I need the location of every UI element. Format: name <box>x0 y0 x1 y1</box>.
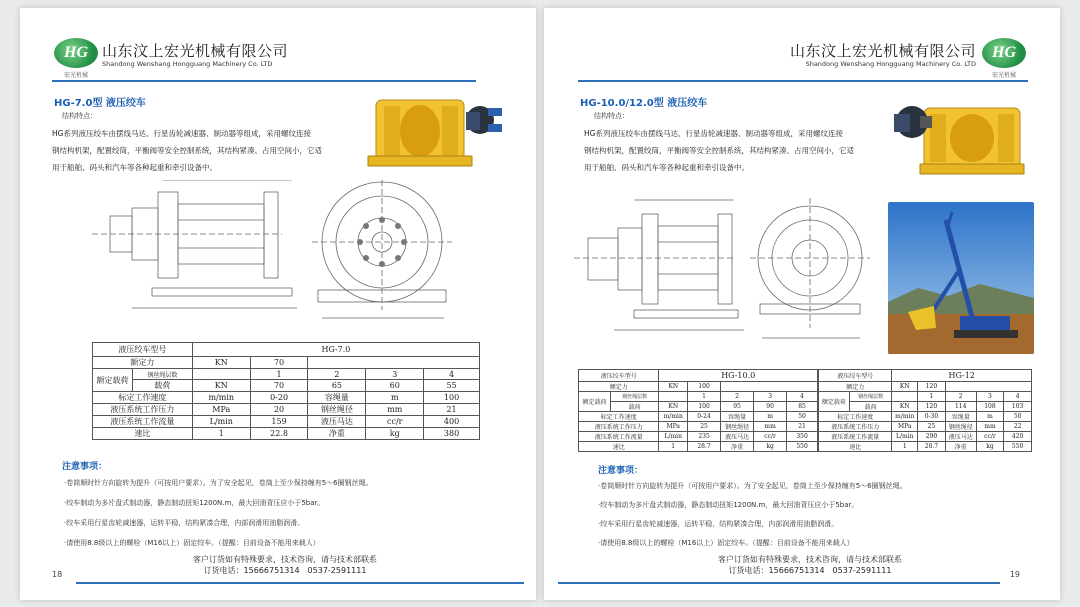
company-logo: HG <box>54 38 98 68</box>
rope-layer-label: 钢丝绳层数 <box>610 392 658 402</box>
page-number: 18 <box>52 570 63 579</box>
load-cell: 120 <box>918 402 946 412</box>
table-row: 液压系统工作压力 MPa 20 钢丝绳径 mm 21 <box>93 404 480 416</box>
model-title: HG-7.0型 液压绞车 <box>54 98 146 109</box>
table-row: 速比 1 28.7 净重 kg 550 <box>579 442 818 452</box>
page-header <box>564 34 1040 78</box>
rated-load-label: 额定载荷 <box>93 369 133 392</box>
product-description: HG系列液压绞车由摆线马达、行星齿轮减速器、制动器等组成，采用螺纹连接 钢结构机架，配置绞筒，平衡阀等安全控制系统，其结构紧凑、占用空间小，它适 用于船舶、码头和汽车等各种起重和牵引设备中。 <box>584 129 854 172</box>
load-label: 载荷 <box>610 402 658 412</box>
note-item: ·绞车制动为多片盘式制动器，静态制动扭矩1200N.m，最大回油背压应小于5bar。 <box>598 501 859 509</box>
winch-photo <box>362 86 512 176</box>
table-title-label: 液压绞车型号 <box>93 343 193 357</box>
rated-force-unit: KN <box>659 382 688 392</box>
rated-force-label: 额定力 <box>579 382 659 392</box>
company-name-en: Shandong Wenshang Hongguang Machinery Co. LTD <box>805 60 976 68</box>
page-header <box>40 34 516 78</box>
logo-subtitle: 宏光机械 <box>991 72 1016 79</box>
table-title-value: HG-7.0 <box>192 343 479 357</box>
note-item: ·卷筒顺时针方向旋转为提升（可按用户要求）。为了安全起见，卷筒上至少保持缠有5～6圈钢丝绳。 <box>598 482 907 490</box>
layer-cell: 3 <box>754 392 787 402</box>
table-row: 标定工作速度 m/min 0-20 容绳量 m 100 <box>93 392 480 404</box>
table-row: 速比 1 28.7 净重 kg 550 <box>819 442 1032 452</box>
load-cell: 60 <box>366 380 424 392</box>
table-title-value: HG-12 <box>892 370 1032 382</box>
layer-cell: 2 <box>721 392 754 402</box>
table-row: 液压系统工作流量 L/min 159 液压马达 cc/r 400 <box>93 416 480 428</box>
catalog-page-right <box>544 8 1060 600</box>
load-unit: KN <box>659 402 688 412</box>
layer-cell: 1 <box>688 392 721 402</box>
rated-force-value: 100 <box>688 382 721 392</box>
header-divider <box>52 80 476 82</box>
company-name-cn: 山东汶上宏光机械有限公司 <box>102 42 289 60</box>
load-cell: 108 <box>976 402 1004 412</box>
catalog-page-left <box>20 8 536 600</box>
rated-load-label: 额定载荷 <box>579 392 611 412</box>
rope-layer-label: 钢丝绳层数 <box>132 369 192 380</box>
rated-load-label: 额定载荷 <box>819 392 850 412</box>
rope-layer-label: 钢丝绳层数 <box>849 392 892 402</box>
note-item: ·请使用8.8级以上的螺栓（M16以上）固定绞车。（提醒：目前设备不能用来载人） <box>64 539 320 547</box>
table-row: 标定工作速度 m/min 0-24 容绳量 m 50 <box>579 412 818 422</box>
load-cell: 95 <box>721 402 754 412</box>
rated-force-value: 70 <box>250 357 308 369</box>
load-cell: 70 <box>250 380 308 392</box>
footer-divider <box>558 582 1000 584</box>
table-row: 液压系统工作流量 L/min 235 液压马达 cc/r 350 <box>579 432 818 442</box>
company-name-cn: 山东汶上宏光机械有限公司 <box>789 42 976 60</box>
load-cell: 100 <box>688 402 721 412</box>
load-cell: 65 <box>308 380 366 392</box>
note-item: ·绞车采用行星齿轮减速器，运转平稳，结构紧凑合理，内部润滑用油脂润滑。 <box>64 519 305 527</box>
model-title: HG-10.0/12.0型 液压绞车 <box>580 98 708 109</box>
layer-cell: 2 <box>945 392 976 402</box>
page-number: 19 <box>1009 570 1020 579</box>
load-cell: 55 <box>424 380 480 392</box>
footer-divider <box>76 582 524 584</box>
note-item: ·绞车采用行星齿轮减速器，运转平稳，结构紧凑合理，内部润滑用油脂润滑。 <box>598 520 839 528</box>
load-label: 载荷 <box>132 380 192 392</box>
layer-cell: 1 <box>918 392 946 402</box>
note-item: ·请使用8.8级以上的螺栓（M16以上）固定绞车。（提醒：目前设备不能用来载人） <box>598 539 854 547</box>
structure-label: 结构特点： <box>62 112 97 120</box>
rated-force-unit: KN <box>192 357 250 369</box>
winch-photo <box>884 90 1034 182</box>
product-description: HG系列液压绞车由摆线马达、行星齿轮减速器、制动器等组成，采用螺纹连接 钢结构机架，配置绞筒，平衡阀等安全控制系统，其结构紧凑、占用空间小，它适 用于船舶、码头和汽车等各种起重和牵引设备中。 <box>52 129 322 172</box>
load-cell: 114 <box>945 402 976 412</box>
load-cell: 103 <box>1004 402 1032 412</box>
layer-cell: 4 <box>1004 392 1032 402</box>
note-item: ·卷筒顺时针方向旋转为提升（可按用户要求）。为了安全起见，卷筒上至少保持缠有5～6圈钢丝绳。 <box>64 479 373 487</box>
rated-force-value: 120 <box>918 382 946 392</box>
table-row: 液压系统工作压力 MPa 25 钢丝绳径 mm 22 <box>819 422 1032 432</box>
load-unit: KN <box>192 380 250 392</box>
load-cell: 85 <box>787 402 818 412</box>
table-title-label: 液压绞车型号 <box>579 370 659 382</box>
spec-table-hg10 <box>578 369 818 452</box>
table-title-value: HG-10.0 <box>659 370 818 382</box>
layer-cell: 1 <box>250 369 308 380</box>
note-item: ·绞车制动为多片盘式制动器，静态制动扭矩1200N.m，最大回油背压应小于5bar。 <box>64 499 325 507</box>
winch-engineering-drawing <box>92 180 482 330</box>
spec-table-hg7 <box>92 342 480 440</box>
layer-cell: 3 <box>366 369 424 380</box>
rated-force-label: 额定力 <box>93 357 193 369</box>
layer-cell: 4 <box>787 392 818 402</box>
drilling-rig-photo <box>888 202 1034 354</box>
notes-title: 注意事项： <box>598 466 644 476</box>
company-logo: HG <box>982 38 1026 68</box>
layer-cell: 2 <box>308 369 366 380</box>
load-cell: 90 <box>754 402 787 412</box>
company-name-en: Shandong Wenshang Hongguang Machinery Co. LTD <box>102 60 273 68</box>
header-divider <box>578 80 1028 82</box>
load-unit: KN <box>892 402 918 412</box>
layer-cell: 4 <box>424 369 480 380</box>
table-title-label: 液压绞车型号 <box>819 370 892 382</box>
table-row: 速比 1 22.8 净重 kg 380 <box>93 428 480 440</box>
table-row: 液压系统工作压力 MPa 25 钢丝绳径 mm 21 <box>579 422 818 432</box>
contact-info: 客户订货如有特殊要求，技术咨询，请与技术部联系 订货电话：15666751314 0537-2591111 <box>718 555 902 575</box>
rated-force-label: 额定力 <box>819 382 892 392</box>
rated-force-unit: KN <box>892 382 918 392</box>
table-row: 标定工作速度 m/min 0-30 容绳量 m 50 <box>819 412 1032 422</box>
winch-engineering-drawing <box>574 192 874 344</box>
logo-subtitle: 宏光机械 <box>63 72 88 79</box>
structure-label: 结构特点： <box>594 112 629 120</box>
contact-info: 客户订货如有特殊要求，技术咨询，请与技术部联系 订货电话：15666751314 0537-2591111 <box>193 555 377 575</box>
notes-title: 注意事项： <box>62 462 108 472</box>
spec-table-hg12 <box>818 369 1032 452</box>
layer-cell: 3 <box>976 392 1004 402</box>
table-row: 液压系统工作流量 L/min 290 液压马达 cc/r 420 <box>819 432 1032 442</box>
load-label: 载荷 <box>849 402 892 412</box>
